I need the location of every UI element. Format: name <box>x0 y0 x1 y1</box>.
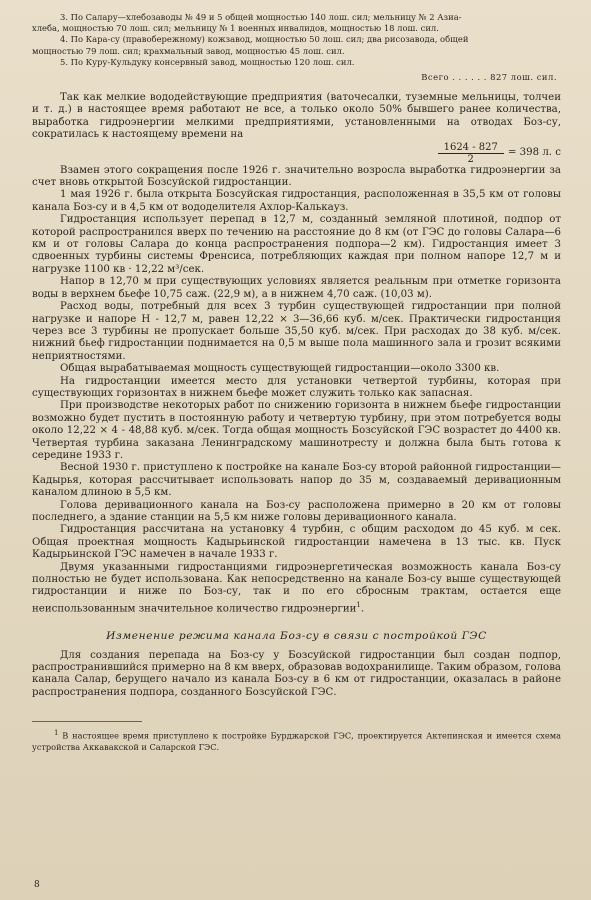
paragraph-4: Гидростанция использует перепад в 12,7 м, созданный земляной плотиной, подпор от которой распространился вверх по течению на расстояние до 8 км (от ГЭС до головы Салара—6 км и от головы Салара до конца распространения подпора—2 км). Гидростанция имеет 3 сдвоенных турбины системы Френсиса, потребляющих каждая при полном напоре 12,7 м и нагрузке 1100 кв · 12,22 м³/сек. <box>32 214 561 275</box>
paragraph-6: Расход воды, потребный для всех 3 турбин существующей гидростанции при полной нагрузке и напоре Н - 12,7 м, равен 12,22 × 3—36,66 куб. м/сек. Практически гидростанция через все 3 турбины не пропускает больше 35,50 куб. м/сек. При расходах до 38 куб. м/сек. нижний бьеф гидростанции поднимается на 0,5 м выше пола машинного зала и грозит всякими неприятностями. <box>32 301 561 362</box>
total-line: Всего . . . . . . 827 лош. сил. <box>421 72 557 83</box>
footnote-reference: 1 <box>356 600 361 609</box>
footnote-text: В настоящее время приступлено к постройке Бурджарской ГЭС, проектируется Актепинская и имеется схема устройства Аккавакской и Саларской ГЭС. <box>32 731 561 753</box>
footnote <box>32 728 561 753</box>
list-item-3-line-2: хлеба, мощностью 70 лош. сил; мельницу № 1 военных инвалидов, мощностью 18 лош. сил. <box>32 23 439 34</box>
paragraph-5: Напор в 12,70 м при существующих условиях является реальным при отметке горизонта воды в верхнем бьефе 10,75 саж. (22,9 м), а в нижнем 4,70 саж. (10,03 м). <box>32 276 561 300</box>
list-item-4-line-2: мощностью 79 лош. сил; крахмальный завод, мощностью 45 лош. сил. <box>32 45 345 56</box>
paragraph-12: Гидростанция рассчитана на установку 4 турбин, с общим расходом до 45 куб. м сек. Общая проектная мощность Кадырьинской гидростанции намечена в 13 тыс. кв. Пуск Кадырьинской ГЭС намечен в начале 1933 г. <box>32 524 561 561</box>
paragraph-11: Голова деривационного канала на Боз-су расположена примерно в 20 км от головы последнего, а здание станции на 5,5 км ниже головы деривационного канала. <box>32 499 561 524</box>
fraction-numerator: 1624 - 827 <box>438 142 504 154</box>
reduction-formula <box>32 142 561 165</box>
list-item-5: 5. По Куру-Кульдуку консервный завод, мощностью 120 лош. сил. <box>60 56 355 67</box>
paragraph-13-end: . <box>360 603 365 615</box>
list-item-3-line-1: 3. По Салару—хлебозаводы № 49 и 5 общей мощностью 140 лош. сил; мельницу № 2 Азиа- <box>60 12 462 22</box>
page-number: 8 <box>34 880 40 890</box>
footnote-marker: 1 <box>54 729 59 738</box>
paragraph-13-text: Двумя указанными гидростанциями гидроэнергетическая возможность канала Боз-су полностью не будет использована. Как непосредственно на канале Боз-су выше существующей гидростанции и ниже по Боз-су, так и по его сбросным трактам, остается еще неиспользованным значительное количество гидроэнергии <box>32 561 561 615</box>
list-item-4-line-1: 4. По Кара-су (правобережному) кожзавод, мощностью 50 лош. сил; два рисозавода, общей <box>60 34 469 45</box>
enterprise-list <box>32 12 561 68</box>
fraction-denominator: 2 <box>467 153 474 165</box>
paragraph-8: На гидростанции имеется место для установки четвертой турбины, которая при существующих горизонтах в нижнем бьефе может служить только как запасная. <box>32 375 561 399</box>
paragraph-9: При производстве некоторых работ по снижению горизонта в нижнем бьефе гидростанции возможно будет пустить в постоянную работу и четвертую турбину, при этом потребуется воды около 12,22 × 4 - 48,88 куб. м/сек. Тогда общая мощность Бозсуйской ГЭС возрастет до 4400 кв. Четвертая турбина заказана Ленинградскому машинотресту и должна была быть готова к середине 1933 г. <box>32 400 561 461</box>
paragraph-1 <box>32 92 561 142</box>
paragraph-13 <box>32 562 561 616</box>
paragraph-7: Общая вырабатываемая мощность существующей гидростанции—около 3300 кв. <box>60 363 500 375</box>
footnote-divider <box>32 721 142 722</box>
section-paragraph: Для создания перепада на Боз-су у Бозсуйской гидростанции был создан подпор, распространившийся примерно на 8 км вверх, образовав водохранилище. Таким образом, голова канала Салар, берущего начало из канала Боз-су в 6 км от гидростанции, оказалась в районе распространения подпора, созданного Бозсуйской ГЭС. <box>32 649 561 698</box>
paragraph-1-main: Так как мелкие вододействующие предприятия (ваточесалки, туземные мельницы, толчеи и т. д.) в настоящее время работают не все, а только около 50% бывшего ранее количества, выработка гидроэнергии мелкими предприятиями, установленными на отводах Боз-су, сократилась к настоящему времени на <box>32 92 561 141</box>
paragraph-3: 1 мая 1926 г. была открыта Бозсуйская гидростанция, расположенная в 35,5 км от головы канала Боз-су и в 4,5 км от вододелителя Ахлор-Калькауз. <box>32 189 561 213</box>
paragraph-10: Весной 1930 г. приступлено к постройке на канале Боз-су второй районной гидростанции—Кадырья, которая рассчитывает использовать напор до 35 м, создаваемый деривационным каналом длиною в 5,5 км. <box>32 462 561 499</box>
paragraph-2: Взамен этого сокращения после 1926 г. значительно возросла выработка гидроэнергии за счет вновь открытой Бозсуйской гидростанции. <box>32 164 561 189</box>
fraction <box>438 142 504 165</box>
formula-result: = 398 л. с <box>507 146 561 158</box>
section-heading: Изменение режима канала Боз-су в связи с постройкой ГЭС <box>106 629 487 642</box>
